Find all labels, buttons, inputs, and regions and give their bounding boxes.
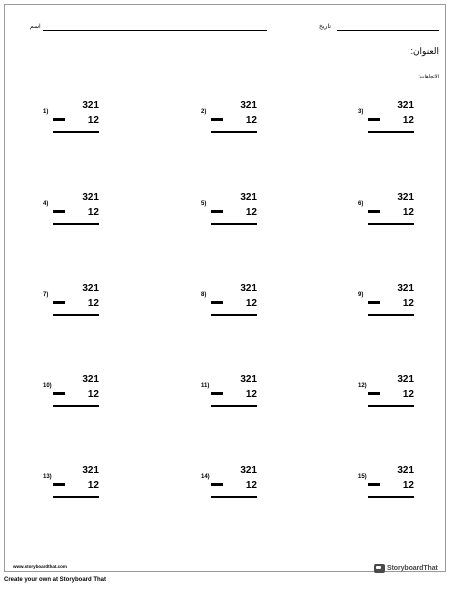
answer-line (368, 131, 414, 133)
problem-number: 10) (43, 383, 52, 389)
problem-number: 14) (201, 474, 210, 480)
minuend: 321 (397, 374, 414, 385)
subtraction-problem (43, 100, 103, 140)
minuend: 321 (240, 283, 257, 294)
logo-text: StoryboardThat (387, 564, 438, 572)
subtraction-problem (201, 192, 261, 232)
subtrahend: 12 (402, 207, 414, 218)
answer-line (211, 314, 257, 316)
minuend: 321 (240, 192, 257, 203)
subtraction-problem (43, 374, 103, 414)
subtrahend: 12 (87, 115, 99, 126)
answer-line (368, 405, 414, 407)
subtrahend: 12 (245, 389, 257, 400)
name-label: اسم (30, 24, 41, 30)
subtraction-problem (201, 374, 261, 414)
answer-line (211, 223, 257, 225)
subtraction-problem (43, 465, 103, 505)
subtraction-problem (201, 100, 261, 140)
subtrahend: 12 (245, 480, 257, 491)
date-label: تاريخ (319, 24, 331, 30)
problem-number: 6) (358, 201, 364, 207)
problem-number: 7) (43, 292, 49, 298)
minuend: 321 (240, 465, 257, 476)
problem-number: 12) (358, 383, 367, 389)
answer-line (368, 314, 414, 316)
minus-sign-icon (211, 483, 223, 486)
minuend: 321 (82, 100, 99, 111)
minuend: 321 (82, 374, 99, 385)
minuend: 321 (82, 283, 99, 294)
problem-number: 5) (201, 201, 207, 207)
answer-line (368, 496, 414, 498)
subtrahend: 12 (402, 389, 414, 400)
subtrahend: 12 (402, 298, 414, 309)
create-your-own-link[interactable]: Create your own at Storyboard That (4, 577, 107, 583)
subtrahend: 12 (87, 207, 99, 218)
answer-line (368, 223, 414, 225)
minus-sign-icon (368, 301, 380, 304)
minus-sign-icon (368, 210, 380, 213)
answer-line (53, 496, 99, 498)
minuend: 321 (82, 465, 99, 476)
date-line (337, 30, 439, 31)
subtrahend: 12 (245, 115, 257, 126)
problem-number: 9) (358, 292, 364, 298)
answer-line (53, 223, 99, 225)
subtrahend: 12 (402, 115, 414, 126)
storyboard-logo-icon (374, 564, 385, 573)
answer-line (211, 405, 257, 407)
subtraction-problem (358, 465, 418, 505)
minus-sign-icon (53, 118, 65, 121)
answer-line (211, 496, 257, 498)
minuend: 321 (397, 192, 414, 203)
problem-number: 1) (43, 109, 49, 115)
subtrahend: 12 (87, 298, 99, 309)
answer-line (211, 131, 257, 133)
subtrahend: 12 (87, 480, 99, 491)
storyboardthat-logo (374, 562, 438, 574)
subtrahend: 12 (402, 480, 414, 491)
answer-line (53, 131, 99, 133)
minus-sign-icon (211, 392, 223, 395)
minus-sign-icon (211, 118, 223, 121)
problem-number: 4) (43, 201, 49, 207)
minuend: 321 (397, 465, 414, 476)
minuend: 321 (240, 100, 257, 111)
problem-number: 2) (201, 109, 207, 115)
worksheet-directions: الاتجاهات: (418, 74, 439, 80)
minus-sign-icon (53, 210, 65, 213)
problem-number: 11) (201, 383, 210, 389)
subtraction-problem (358, 100, 418, 140)
subtraction-problem (358, 192, 418, 232)
problem-number: 13) (43, 474, 52, 480)
subtrahend: 12 (245, 298, 257, 309)
minus-sign-icon (211, 301, 223, 304)
name-line (43, 30, 267, 31)
minuend: 321 (82, 192, 99, 203)
subtraction-problem (201, 283, 261, 323)
subtrahend: 12 (245, 207, 257, 218)
minuend: 321 (397, 283, 414, 294)
problem-number: 8) (201, 292, 207, 298)
minus-sign-icon (53, 392, 65, 395)
minuend: 321 (397, 100, 414, 111)
subtraction-problem (43, 192, 103, 232)
worksheet-title: العنوان: (410, 46, 439, 56)
minus-sign-icon (368, 118, 380, 121)
answer-line (53, 405, 99, 407)
minus-sign-icon (368, 392, 380, 395)
problem-number: 15) (358, 474, 367, 480)
subtrahend: 12 (87, 389, 99, 400)
problem-number: 3) (358, 109, 364, 115)
worksheet-page (4, 4, 446, 572)
minus-sign-icon (53, 483, 65, 486)
answer-line (53, 314, 99, 316)
subtraction-problem (43, 283, 103, 323)
subtraction-problem (201, 465, 261, 505)
subtraction-problem (358, 374, 418, 414)
minus-sign-icon (368, 483, 380, 486)
minus-sign-icon (53, 301, 65, 304)
subtraction-problem (358, 283, 418, 323)
website-url[interactable]: www.storyboardthat.com (13, 564, 67, 569)
minuend: 321 (240, 374, 257, 385)
minus-sign-icon (211, 210, 223, 213)
